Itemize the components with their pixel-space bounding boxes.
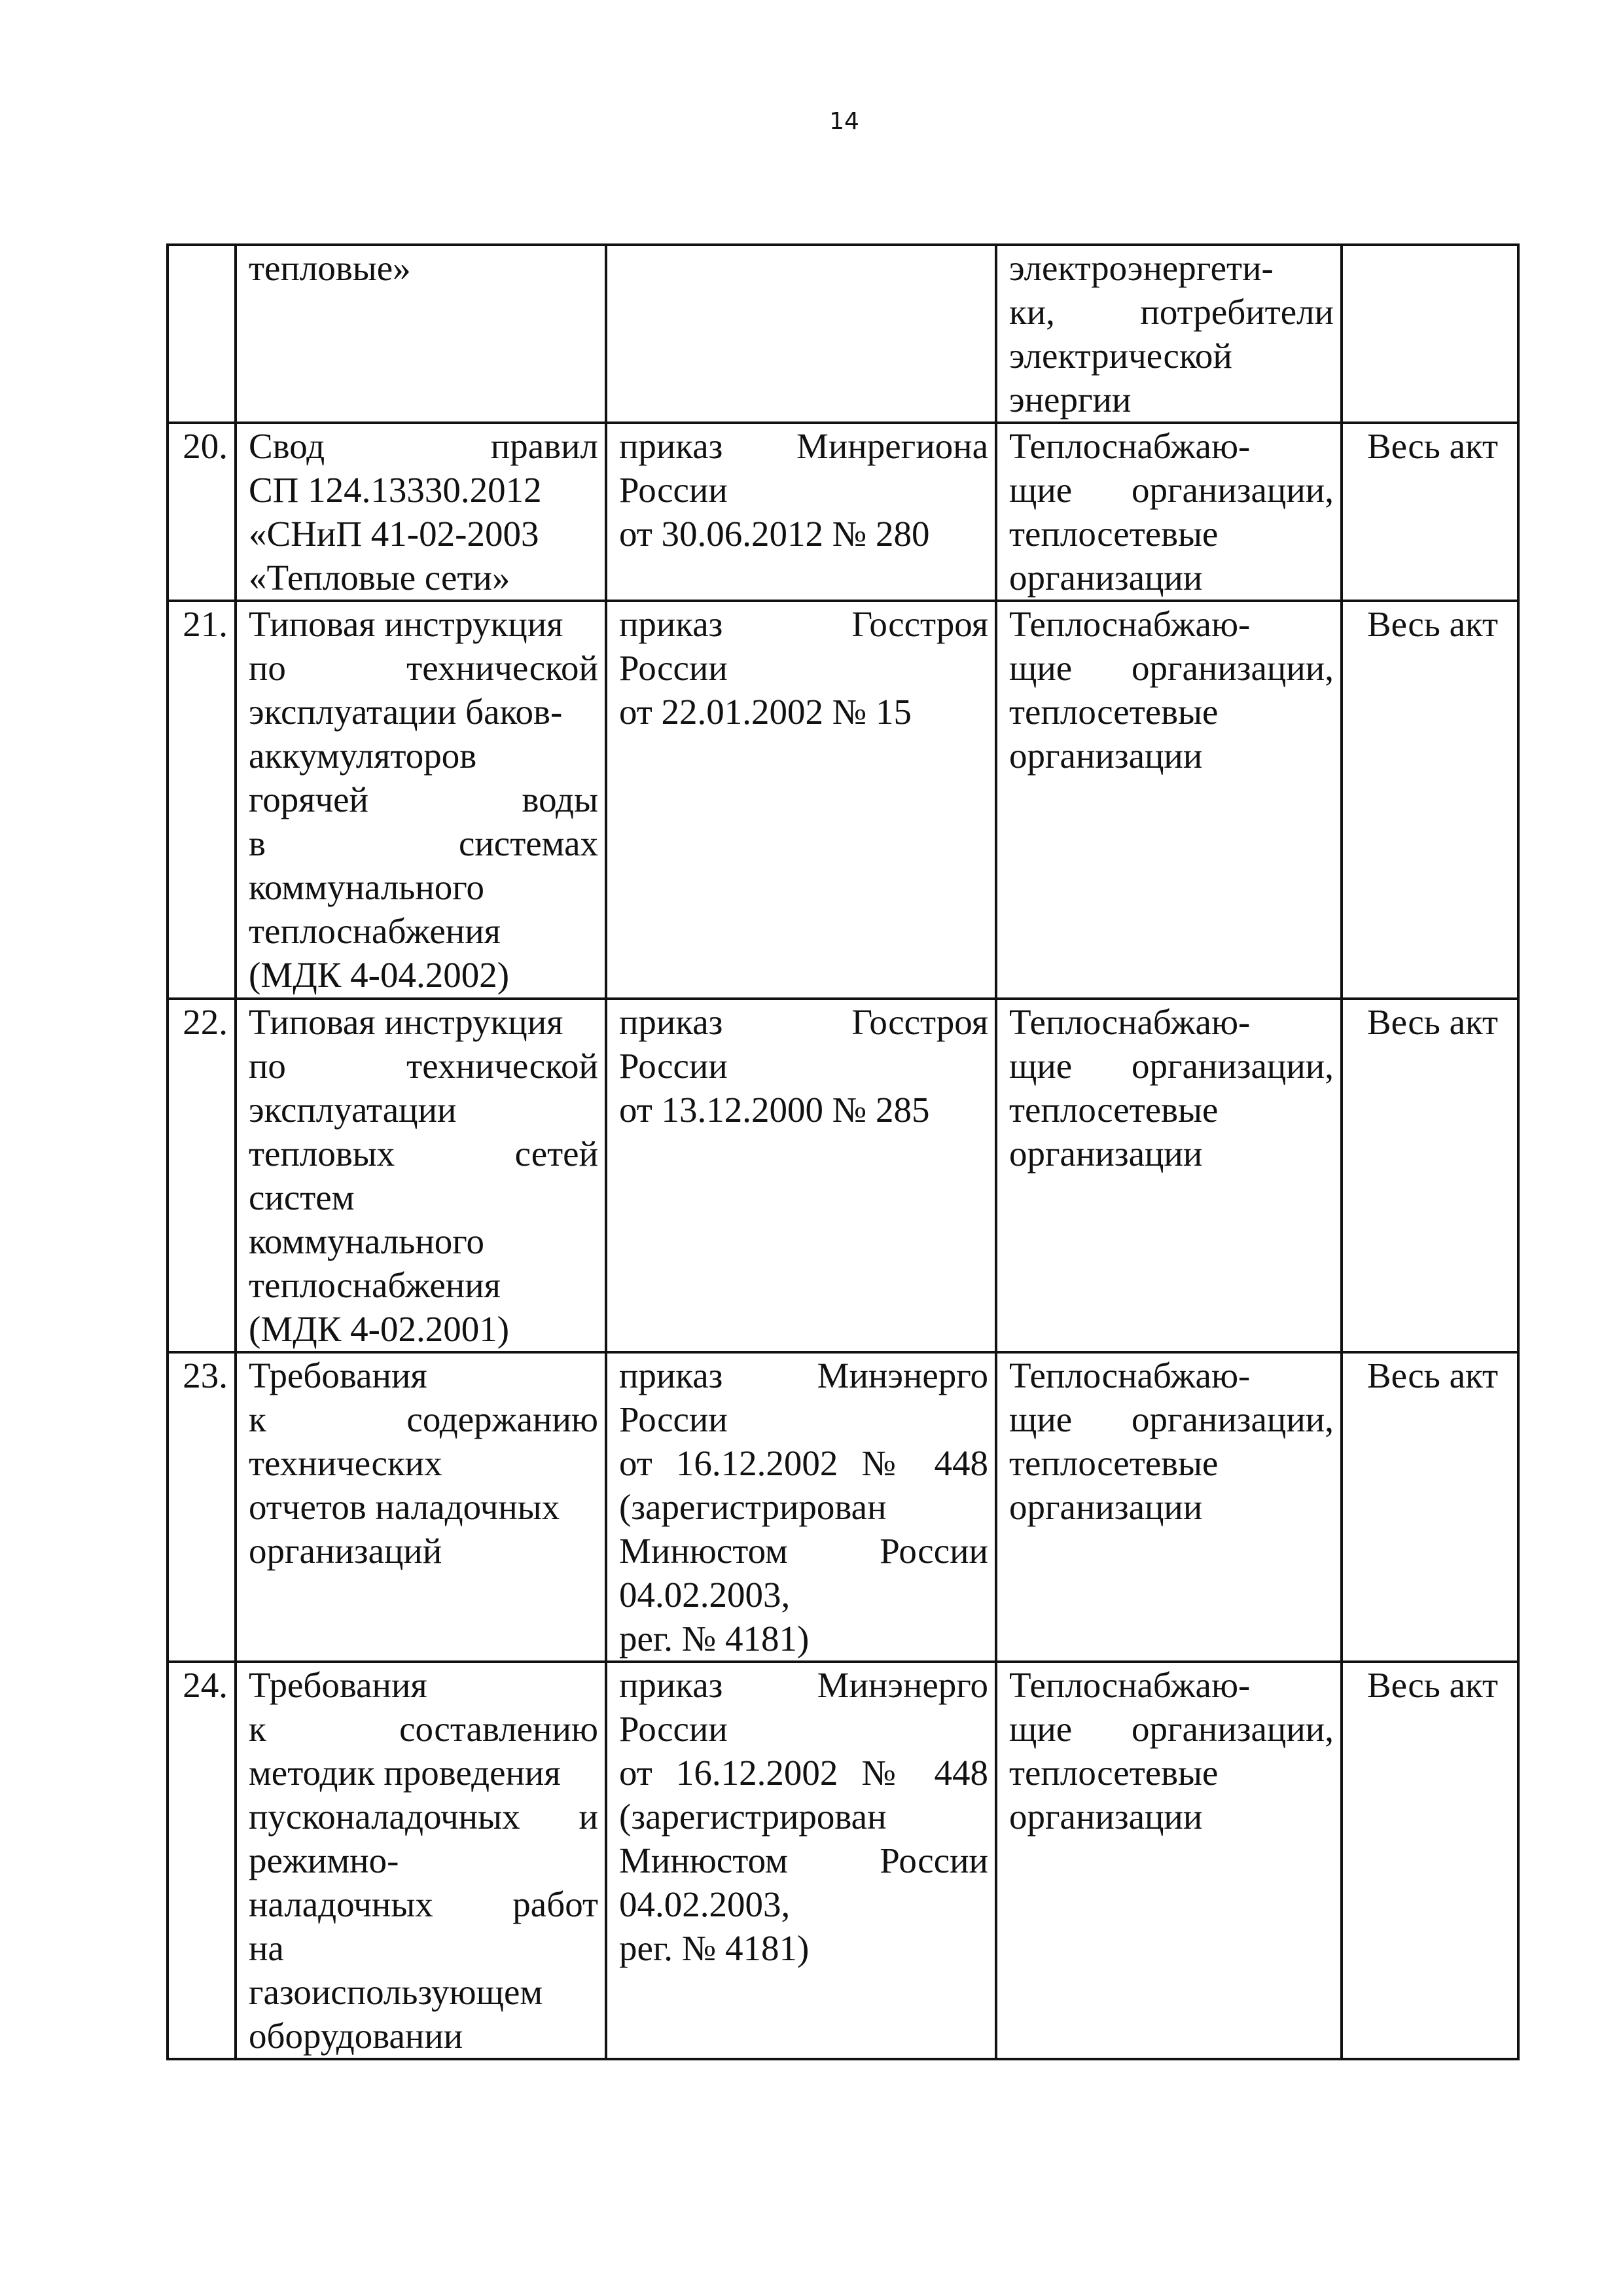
document-name-cell xyxy=(236,601,606,999)
scope-cell: Весь акт xyxy=(1342,601,1518,999)
cell-line: от 22.01.2002 № 15 xyxy=(619,692,912,732)
table-row xyxy=(168,999,1518,1352)
cell-line: от 16.12.2002 № 448 xyxy=(619,1753,988,1793)
cell-line: (зарегистрирован xyxy=(619,1487,887,1527)
cell-line: России xyxy=(619,1709,728,1749)
applies-to-cell xyxy=(996,999,1342,1352)
cell-line: Теплоснабжаю- xyxy=(1009,1002,1251,1042)
cell-line: Минюстом России xyxy=(619,1531,988,1571)
cell-line: газоиспользующем xyxy=(249,1972,543,2012)
cell-line: эксплуатации xyxy=(249,1090,457,1130)
table-row xyxy=(168,1662,1518,2059)
table-row xyxy=(168,423,1518,601)
cell-line: приказ Минрегиона xyxy=(619,426,988,466)
approving-act-cell xyxy=(606,999,996,1352)
applies-to-cell xyxy=(996,601,1342,999)
cell-line: организации xyxy=(1009,1797,1203,1837)
cell-line: от 13.12.2000 № 285 xyxy=(619,1090,930,1130)
applies-to-cell xyxy=(996,245,1342,423)
row-number: 21. xyxy=(168,601,236,999)
cell-line: теплосетевые xyxy=(1009,514,1219,554)
applies-to-cell xyxy=(996,1352,1342,1662)
cell-line: оборудовании xyxy=(249,2016,463,2056)
cell-line: «Тепловые сети» xyxy=(249,558,510,598)
document-name-cell xyxy=(236,423,606,601)
cell-line: (МДК 4-02.2001) xyxy=(249,1309,510,1349)
cell-line: теплоснабжения xyxy=(249,911,501,951)
cell-line: организации xyxy=(1009,558,1203,598)
row-number: 22. xyxy=(168,999,236,1352)
cell-line: Требования xyxy=(249,1355,427,1395)
cell-line: теплосетевые xyxy=(1009,692,1219,732)
acts-table-body xyxy=(168,245,1518,2059)
acts-table xyxy=(166,243,1520,2060)
cell-line: приказ Минэнерго xyxy=(619,1355,988,1395)
cell-line: 04.02.2003, xyxy=(619,1884,791,1924)
scope-cell: Весь акт xyxy=(1342,1662,1518,2059)
cell-line: по технической xyxy=(249,1046,598,1086)
cell-line: методик проведения xyxy=(249,1753,561,1793)
row-number xyxy=(168,245,236,423)
cell-line: отчетов наладочных xyxy=(249,1487,560,1527)
cell-line: щие организации, xyxy=(1009,1046,1334,1086)
cell-line: технических xyxy=(249,1443,442,1483)
row-number: 20. xyxy=(168,423,236,601)
cell-line: от 30.06.2012 № 280 xyxy=(619,514,930,554)
cell-line: организации xyxy=(1009,1487,1203,1527)
cell-line: организаций xyxy=(249,1531,442,1571)
cell-line: рег. № 4181) xyxy=(619,1619,810,1659)
cell-line: Свод правил xyxy=(249,426,598,466)
document-name-cell xyxy=(236,245,606,423)
cell-line: теплосетевые xyxy=(1009,1090,1219,1130)
applies-to-cell xyxy=(996,423,1342,601)
approving-act-cell xyxy=(606,1352,996,1662)
cell-line: коммунального xyxy=(249,867,484,907)
cell-line: Требования xyxy=(249,1665,427,1705)
cell-line: приказ Госстроя xyxy=(619,604,988,644)
cell-line: тепловые» xyxy=(249,248,411,288)
row-number: 23. xyxy=(168,1352,236,1662)
cell-line: щие организации, xyxy=(1009,648,1334,688)
scope-cell: Весь акт xyxy=(1342,1352,1518,1662)
row-number: 24. xyxy=(168,1662,236,2059)
cell-line: приказ Минэнерго xyxy=(619,1665,988,1705)
cell-line: пусконаладочных и xyxy=(249,1797,598,1837)
cell-line: в системах xyxy=(249,823,598,863)
cell-line: (зарегистрирован xyxy=(619,1797,887,1837)
cell-line: по технической xyxy=(249,648,598,688)
cell-line: теплосетевые xyxy=(1009,1753,1219,1793)
table-row xyxy=(168,601,1518,999)
scope-cell: Весь акт xyxy=(1342,423,1518,601)
cell-line: организации xyxy=(1009,736,1203,776)
cell-line: от 16.12.2002 № 448 xyxy=(619,1443,988,1483)
cell-line: наладочных работ xyxy=(249,1884,598,1924)
cell-line: «СНиП 41-02-2003 xyxy=(249,514,539,554)
approving-act-cell xyxy=(606,423,996,601)
cell-line: Минюстом России xyxy=(619,1840,988,1880)
cell-line: России xyxy=(619,470,728,510)
cell-line: приказ Госстроя xyxy=(619,1002,988,1042)
cell-line: ки, потребители xyxy=(1009,292,1334,332)
cell-line: СП 124.13330.2012 xyxy=(249,470,542,510)
cell-line: тепловых сетей xyxy=(249,1134,598,1174)
cell-line: России xyxy=(619,648,728,688)
cell-line: теплоснабжения xyxy=(249,1265,501,1305)
approving-act-cell xyxy=(606,245,996,423)
approving-act-cell xyxy=(606,1662,996,2059)
cell-line: Типовая инструкция xyxy=(249,604,563,644)
cell-line: к составлению xyxy=(249,1709,598,1749)
cell-line: Теплоснабжаю- xyxy=(1009,1355,1251,1395)
applies-to-cell xyxy=(996,1662,1342,2059)
cell-line: энергии xyxy=(1009,380,1132,420)
cell-line: электроэнергети- xyxy=(1009,248,1274,288)
table-row xyxy=(168,245,1518,423)
approving-act-cell xyxy=(606,601,996,999)
cell-line: Теплоснабжаю- xyxy=(1009,426,1251,466)
cell-line: Теплоснабжаю- xyxy=(1009,1665,1251,1705)
cell-line: на xyxy=(249,1928,284,1968)
cell-line: эксплуатации баков- xyxy=(249,692,563,732)
cell-line: аккумуляторов xyxy=(249,736,477,776)
cell-line: к содержанию xyxy=(249,1399,598,1439)
cell-line: рег. № 4181) xyxy=(619,1928,810,1968)
cell-line: щие организации, xyxy=(1009,1709,1334,1749)
page-number: 14 xyxy=(829,108,859,135)
scope-cell: Весь акт xyxy=(1342,999,1518,1352)
cell-line: организации xyxy=(1009,1134,1203,1174)
cell-line: (МДК 4-04.2002) xyxy=(249,955,510,995)
cell-line: горячей воды xyxy=(249,780,598,819)
document-name-cell xyxy=(236,1352,606,1662)
cell-line: электрической xyxy=(1009,336,1232,376)
cell-line: России xyxy=(619,1046,728,1086)
cell-line: коммунального xyxy=(249,1221,484,1261)
cell-line: систем xyxy=(249,1177,355,1217)
cell-line: 04.02.2003, xyxy=(619,1575,791,1615)
cell-line: Типовая инструкция xyxy=(249,1002,563,1042)
table-row xyxy=(168,1352,1518,1662)
cell-line: Теплоснабжаю- xyxy=(1009,604,1251,644)
document-name-cell xyxy=(236,999,606,1352)
cell-line: щие организации, xyxy=(1009,1399,1334,1439)
scope-cell xyxy=(1342,245,1518,423)
cell-line: теплосетевые xyxy=(1009,1443,1219,1483)
cell-line: щие организации, xyxy=(1009,470,1334,510)
cell-line: режимно- xyxy=(249,1840,399,1880)
cell-line: России xyxy=(619,1399,728,1439)
document-name-cell xyxy=(236,1662,606,2059)
